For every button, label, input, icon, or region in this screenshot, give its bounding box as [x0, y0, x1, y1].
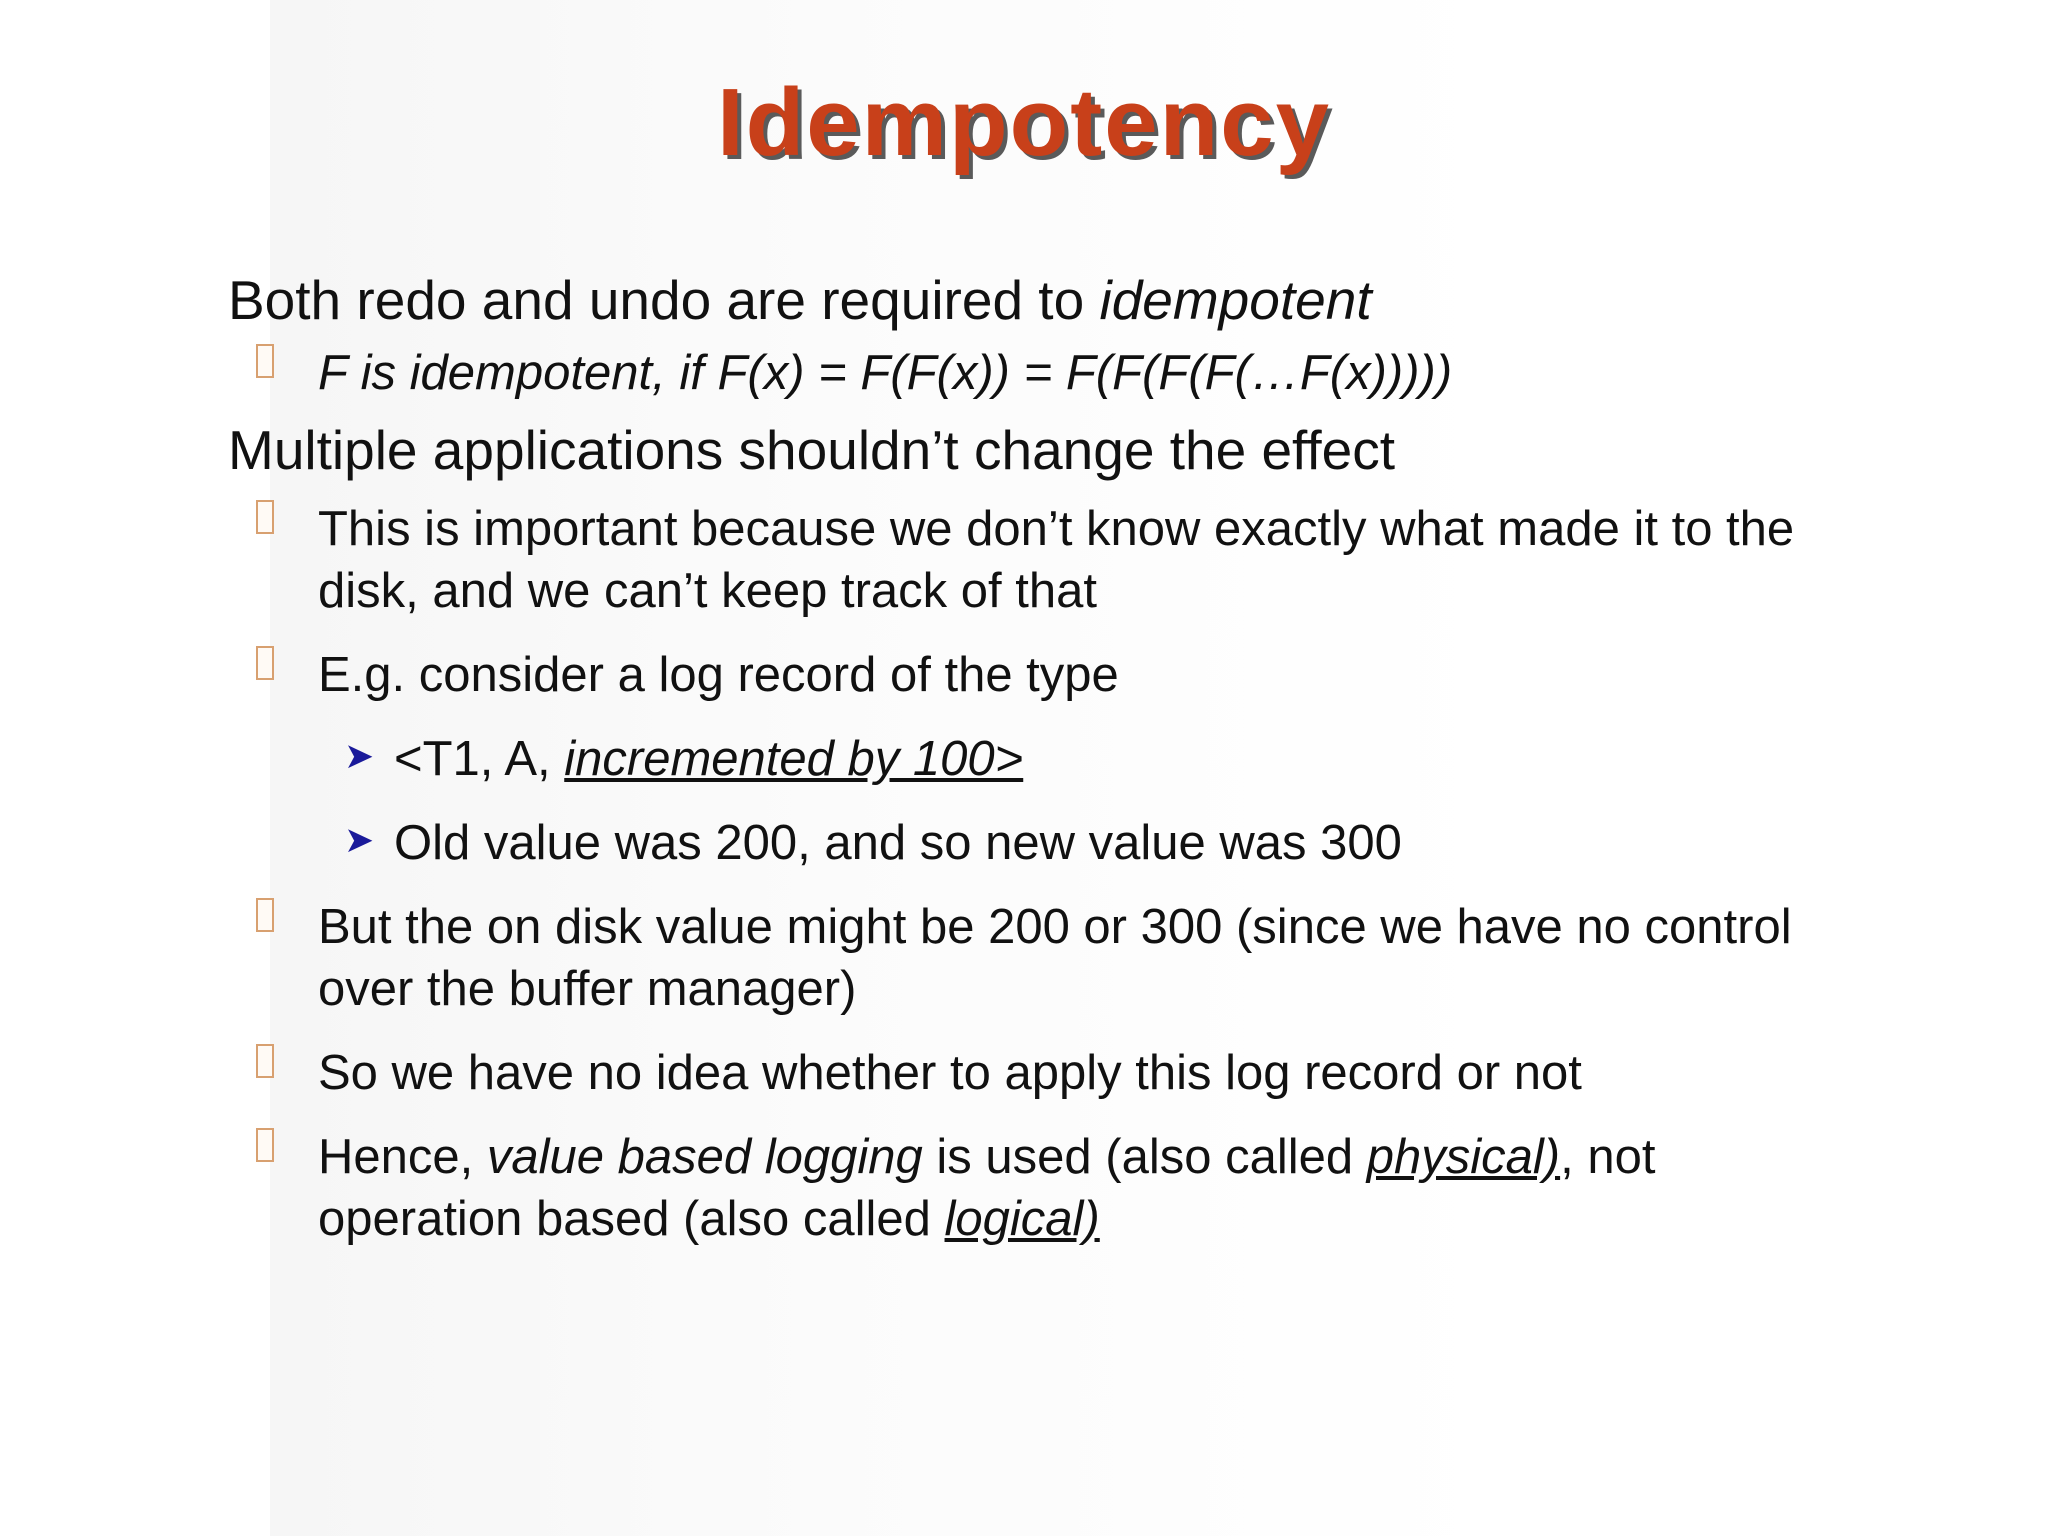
slide-content [228, 268, 1868, 1250]
bullet-text: This is important because we don’t know exactly what made it to the disk, and we can’t keep track of that [318, 502, 1795, 618]
bullet-level2 [228, 342, 1868, 404]
square-bullet-icon [256, 344, 274, 378]
arrowhead-bullet-icon: ➤ [344, 819, 375, 860]
bullet-level2 [228, 1042, 1868, 1104]
bullet-text: Both redo and undo are required to [228, 269, 1100, 331]
emphasis-text: physical) [1366, 1130, 1561, 1184]
bullet-text: <T1, A, [394, 732, 565, 786]
emphasis-text: value based logging [486, 1130, 923, 1184]
bullet-text: F is idempotent, if F(x) = F(F(x)) = F(F(F(F(…F(x))))) [318, 346, 1453, 400]
bullet-level2 [228, 1126, 1868, 1250]
bullet-text: Hence, [318, 1130, 487, 1184]
bullet-text: Old value was 200, and so new value was 300 [394, 816, 1402, 870]
bullet-level1 [228, 418, 1868, 482]
bullet-level2 [228, 644, 1868, 706]
bullet-level3 [228, 812, 1868, 874]
bullet-level1 [228, 268, 1868, 332]
bullet-text: So we have no idea whether to apply this log record or not [318, 1046, 1582, 1100]
square-bullet-icon [256, 646, 274, 680]
bullet-text: E.g. consider a log record of the type [318, 648, 1119, 702]
bullet-text: , not operation based (also called [318, 1130, 1656, 1246]
square-bullet-icon [256, 898, 274, 932]
slide-title: Idempotency [716, 69, 1332, 176]
bullet-level2 [228, 498, 1868, 622]
bullet-level3 [228, 728, 1868, 790]
bullet-text: But the on disk value might be 200 or 300 (since we have no control over the buffer manager) [318, 900, 1792, 1016]
square-bullet-icon [256, 1128, 274, 1162]
emphasis-text: incremented by 100> [564, 732, 1024, 786]
square-bullet-icon [256, 500, 274, 534]
bullet-text: is used (also called [922, 1130, 1367, 1184]
emphasis-text: logical) [944, 1192, 1100, 1246]
bullet-text: Multiple applications shouldn’t change the effect [228, 419, 1395, 481]
bullet-level2 [228, 896, 1868, 1020]
square-bullet-icon [256, 1044, 274, 1078]
arrowhead-bullet-icon: ➤ [344, 735, 375, 776]
emphasis-text: idempotent [1099, 269, 1372, 331]
